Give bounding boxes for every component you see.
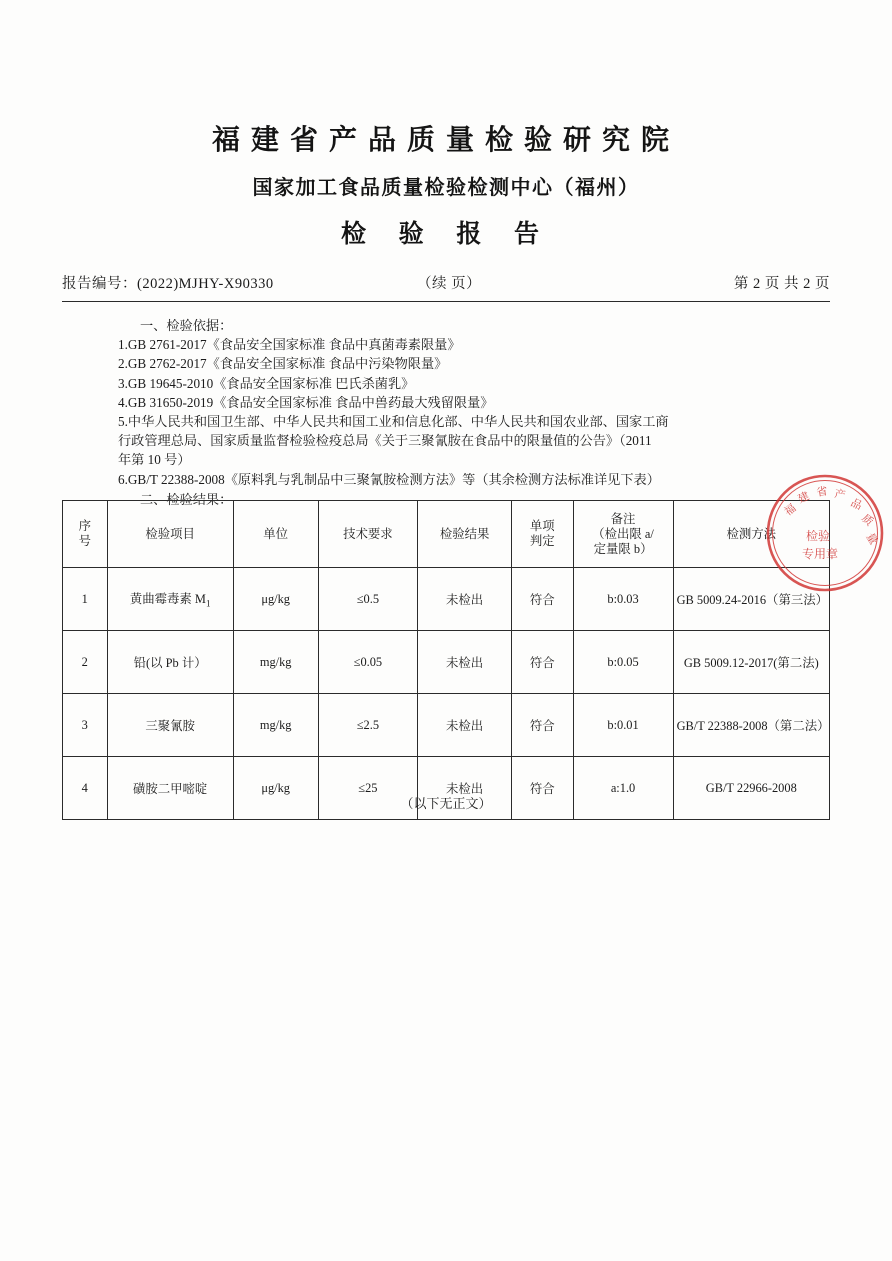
cell-judgement: 符合 xyxy=(512,694,574,757)
basis-section-title: 一、检验依据： xyxy=(140,318,233,333)
continued-label: （续 页） xyxy=(417,276,482,292)
cell-judgement: 符合 xyxy=(512,757,574,820)
cell-result: 未检出 xyxy=(418,694,512,757)
results-section-title: 二、检验结果： xyxy=(140,491,233,507)
table-row xyxy=(63,694,830,757)
table-row xyxy=(63,631,830,694)
cell-no: 1 xyxy=(63,568,108,631)
results-table-body xyxy=(63,568,830,820)
col-header-no-line1: 序 xyxy=(78,519,91,533)
cell-note: b:0.03 xyxy=(573,568,673,631)
col-header-judgement xyxy=(512,501,574,568)
results-table xyxy=(62,500,830,820)
header-divider xyxy=(62,301,830,302)
basis-item: 3.GB 19645-2010《食品安全国家标准 巴氏杀菌乳》 xyxy=(118,375,415,391)
col-header-requirement: 技术要求 xyxy=(318,501,418,568)
cell-requirement: ≤2.5 xyxy=(318,694,418,757)
cell-judgement: 符合 xyxy=(512,631,574,694)
cell-unit: mg/kg xyxy=(233,631,318,694)
document-header xyxy=(0,0,892,250)
svg-text:质: 质 xyxy=(858,511,876,529)
basis-item: 5.中华人民共和国卫生部、中华人民共和国工业和信息化部、中华人民共和国农业部、国家工商 xyxy=(118,414,669,430)
basis-item: 6.GB/T 22388-2008《原料乳与乳制品中三聚氰胺检测方法》等（其余检测方法标准详见下表） xyxy=(118,471,660,487)
basis-section xyxy=(118,316,830,509)
col-header-note-line2: （检出限 a/ xyxy=(592,526,654,541)
cell-no: 4 xyxy=(63,757,108,820)
basis-item: 4.GB 31650-2019《食品安全国家标准 食品中兽药最大残留限量》 xyxy=(118,394,494,410)
col-header-item: 检验项目 xyxy=(107,501,233,568)
page-info: 第 2 页 共 2 页 xyxy=(733,276,830,292)
report-number xyxy=(62,272,274,293)
cell-item-text: 黄曲霉毒素 M xyxy=(129,592,206,607)
col-header-judgement-line1: 单项 xyxy=(529,519,555,533)
cell-result: 未检出 xyxy=(418,568,512,631)
cell-requirement: ≤25 xyxy=(318,757,418,820)
organization-title: 福建省产品质量检验研究院 xyxy=(211,123,680,156)
svg-text:福: 福 xyxy=(781,501,799,519)
table-row xyxy=(63,568,830,631)
cell-note: b:0.05 xyxy=(573,631,673,694)
svg-text:专用章: 专用章 xyxy=(802,547,839,561)
col-header-judgement-line2: 判定 xyxy=(529,534,555,548)
cell-method: GB/T 22388-2008（第二法） xyxy=(673,694,829,757)
col-header-no xyxy=(63,501,108,568)
cell-no: 2 xyxy=(63,631,108,694)
cell-unit: μg/kg xyxy=(233,757,318,820)
col-header-note xyxy=(573,501,673,568)
basis-item: 年第 10 号） xyxy=(118,452,191,468)
col-header-no-line2: 号 xyxy=(78,534,91,548)
cell-method: GB 5009.24-2016（第三法） xyxy=(673,568,829,631)
cell-no: 3 xyxy=(63,694,108,757)
cell-item xyxy=(107,568,233,631)
svg-text:产: 产 xyxy=(833,487,847,502)
svg-text:检验: 检验 xyxy=(806,529,831,543)
basis-item: 2.GB 2762-2017《食品安全国家标准 食品中污染物限量》 xyxy=(118,356,448,372)
col-header-note-line1: 备注 xyxy=(610,511,636,526)
table-header-row xyxy=(63,501,830,568)
report-number-label: 报告编号： xyxy=(62,276,137,292)
cell-requirement: ≤0.05 xyxy=(318,631,418,694)
cell-result: 未检出 xyxy=(418,757,512,820)
cell-item-subscript: 1 xyxy=(205,598,211,609)
cell-item: 三聚氰胺 xyxy=(107,694,233,757)
svg-text:省: 省 xyxy=(815,484,829,499)
cell-item: 磺胺二甲嘧啶 xyxy=(107,757,233,820)
cell-result: 未检出 xyxy=(418,631,512,694)
cell-unit: μg/kg xyxy=(233,568,318,631)
cell-unit: mg/kg xyxy=(233,694,318,757)
report-meta-row xyxy=(62,272,830,298)
svg-text:量: 量 xyxy=(863,530,881,547)
col-header-note-line3: 定量限 b） xyxy=(593,541,653,556)
end-of-text-note: （以下无正文） xyxy=(400,796,492,811)
center-title: 国家加工食品质量检验检测中心（福州） xyxy=(252,175,640,199)
cell-judgement: 符合 xyxy=(512,568,574,631)
col-header-unit: 单位 xyxy=(233,501,318,568)
cell-method: GB/T 22966-2008 xyxy=(673,757,829,820)
cell-note: a:1.0 xyxy=(573,757,673,820)
report-number-value: (2022)MJHY-X90330 xyxy=(137,276,274,292)
svg-text:品: 品 xyxy=(848,496,865,513)
cell-item: 铅(以 Pb 计） xyxy=(107,631,233,694)
report-title: 检 验 报 告 xyxy=(340,219,552,248)
cell-requirement: ≤0.5 xyxy=(318,568,418,631)
cell-method: GB 5009.12-2017(第二法) xyxy=(673,631,829,694)
col-header-result: 检验结果 xyxy=(418,501,512,568)
svg-text:建: 建 xyxy=(795,489,812,506)
basis-item: 行政管理总局、国家质量监督检验检疫总局《关于三聚氰胺在食品中的限量值的公告》（2011 xyxy=(118,433,652,449)
results-table-head xyxy=(63,501,830,568)
basis-item: 1.GB 2761-2017《食品安全国家标准 食品中真菌毒素限量》 xyxy=(118,337,461,353)
cell-note: b:0.01 xyxy=(573,694,673,757)
col-header-method: 检测方法 xyxy=(673,501,829,568)
